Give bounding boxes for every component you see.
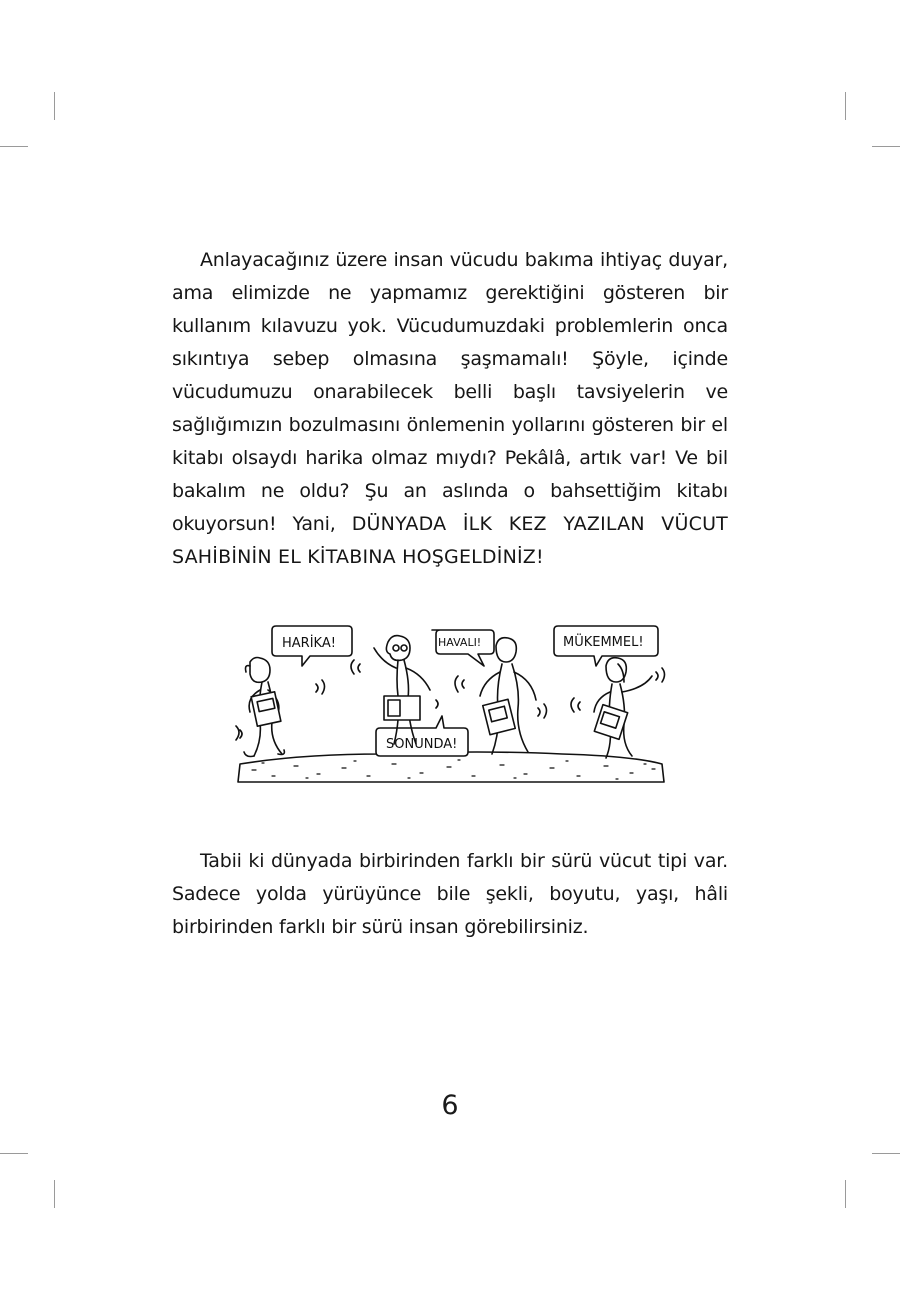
cartoon-illustration [232, 618, 668, 790]
body-paragraph [172, 845, 728, 944]
crop-mark-bottom-left-h [0, 1153, 28, 1154]
bubble-4-text: SONUNDA! [386, 737, 458, 752]
intro-text: Anlayacağınız üzere insan vücudu bakıma ihtiyaç duyar, ama elimizde ne yapmamız gerektiğini gösteren bir kullanım kılavuzu yok. Vücudumuzdaki problemlerin onca sıkıntıya sebep olmasına şaşmamalı! Şöyle, içinde vücudumuzu onarabilecek belli başlı tavsiyelerin ve sağlığımızın bozulmasını önlemenin yollarını gösteren bir el kitabı olsaydı harika olmaz mıydı? Pekâlâ, artık var! Ve bil bakalım ne oldu? Şu an aslında o bahsettiğim kitabı okuyorsun! Yani, [172, 249, 728, 535]
figure-1 [236, 658, 325, 757]
crop-mark-top-right-h [872, 146, 900, 147]
intro-emphasis: DÜNYADA İLK KEZ YAZILAN VÜCUT SAHİBİNİN EL KİTABINA HOŞGELDİNİZ [172, 513, 728, 568]
figure-4 [571, 658, 665, 758]
intro-paragraph [172, 244, 728, 574]
intro-end: ! [536, 546, 544, 568]
bubble-3-text: MÜKEMMEL! [563, 635, 644, 650]
speech-bubble-1 [272, 626, 352, 666]
crop-mark-top-left-h [0, 146, 28, 147]
page-number: 6 [441, 1090, 459, 1121]
body-text: Tabii ki dünyada birbirinden farklı bir sürü vücut tipi var. Sadece yolda yürüyünce bile şekli, boyutu, yaşı, hâli birbirinden farklı bir sürü insan görebilirsiniz. [172, 850, 728, 938]
speech-bubble-4 [376, 716, 468, 756]
crop-mark-bottom-left [54, 1180, 55, 1208]
crop-mark-top-left [54, 92, 55, 120]
speech-bubble-2 [432, 630, 494, 666]
bubble-2-text: HAVALI! [438, 636, 482, 649]
speech-bubble-3 [554, 626, 658, 666]
crop-mark-top-right [845, 92, 846, 120]
crop-mark-bottom-right [845, 1180, 846, 1208]
bubble-1-text: HARİKA! [282, 636, 336, 651]
crop-mark-bottom-right-h [872, 1153, 900, 1154]
